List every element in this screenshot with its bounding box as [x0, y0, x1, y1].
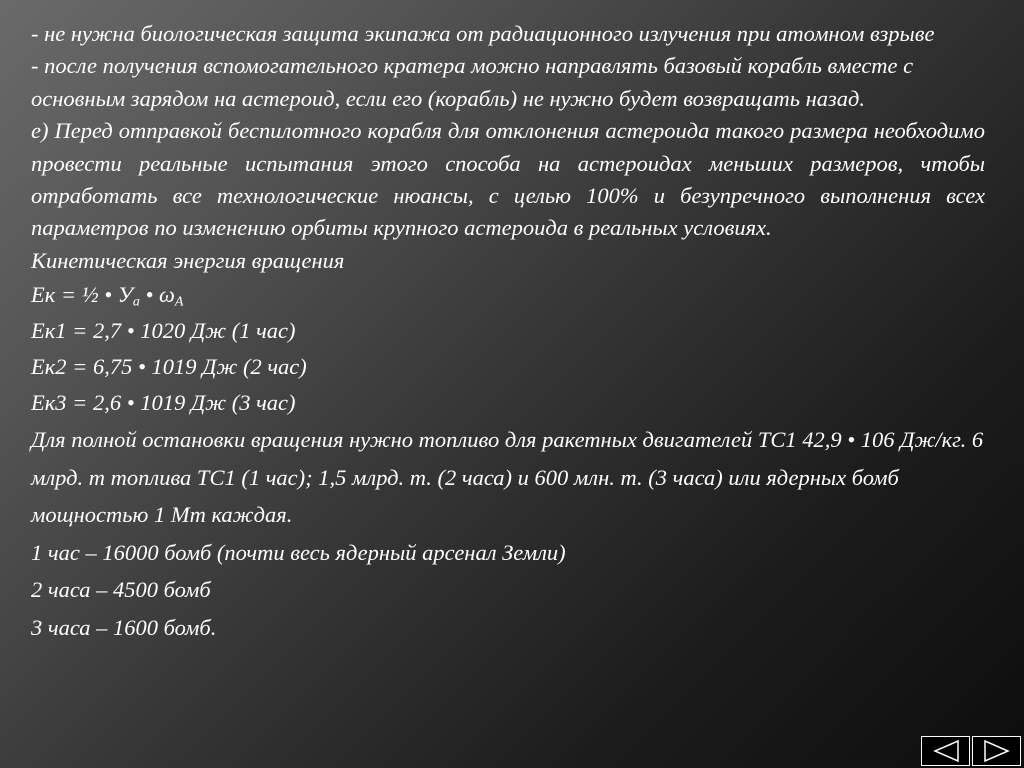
energy-2-hours: Ек2 = 6,75 • 1019 Дж (2 час)	[31, 354, 307, 380]
kinetic-energy-formula	[31, 277, 985, 313]
bombs-2-hours: 2 часа – 4500 бомб	[31, 577, 211, 603]
formula-omega: • ω	[139, 282, 175, 308]
paragraph-radiation: - не нужна биологическая защита экипажа от радиационного излучения при атомном взрыве	[31, 21, 935, 46]
slide-navigation	[921, 736, 1023, 768]
formula-subscript-a: а	[132, 294, 140, 310]
triangle-right-icon	[982, 739, 1012, 763]
next-slide-button[interactable]	[972, 736, 1021, 766]
triangle-left-icon	[931, 739, 961, 763]
bombs-3-hours: 3 часа – 1600 бомб.	[31, 614, 217, 640]
kinetic-energy-title: Кинетическая энергия вращения	[31, 247, 345, 273]
energy-3-hours: Ек3 = 2,6 • 1019 Дж (3 час)	[31, 390, 296, 416]
energy-1-hour: Ек1 = 2,7 • 1020 Дж (1 час)	[31, 318, 296, 344]
formula-subscript-A: А	[174, 294, 184, 310]
fuel-paragraph: Для полной остановки вращения нужно топливо для ракетных двигателей ТС1 42,9 • 106 Дж/кг. 6 млрд. т топлива ТС1 (1 час); 1,5 млрд. т. (2 часа) и 600 млн. т. (3 часа) или ядерных бомб мощностью 1 Мт каждая.	[31, 427, 984, 528]
slide-text	[31, 18, 985, 646]
paragraph-crater: - после получения вспомогательного кратера можно направлять базовый корабль вместе с основным зарядом на астероид, если его (корабль) не нужно будет возвращать назад.	[31, 53, 914, 111]
paragraph-testing: е) Перед отправкой беспилотного корабля для отклонения астероида такого размера необходимо провести реальные испытания этого способа на астероидах меньших размеров, чтобы отработать все технологические нюансы, с целью 100% и безупречного выполнения всех параметров по изменению орбиты крупного астероида в реальных условиях.	[31, 118, 985, 241]
previous-slide-button[interactable]	[921, 736, 970, 766]
bombs-1-hour: 1 час – 16000 бомб (почти весь ядерный арсенал Земли)	[31, 539, 566, 565]
formula-lhs: Ек = ½ • У	[31, 282, 133, 308]
